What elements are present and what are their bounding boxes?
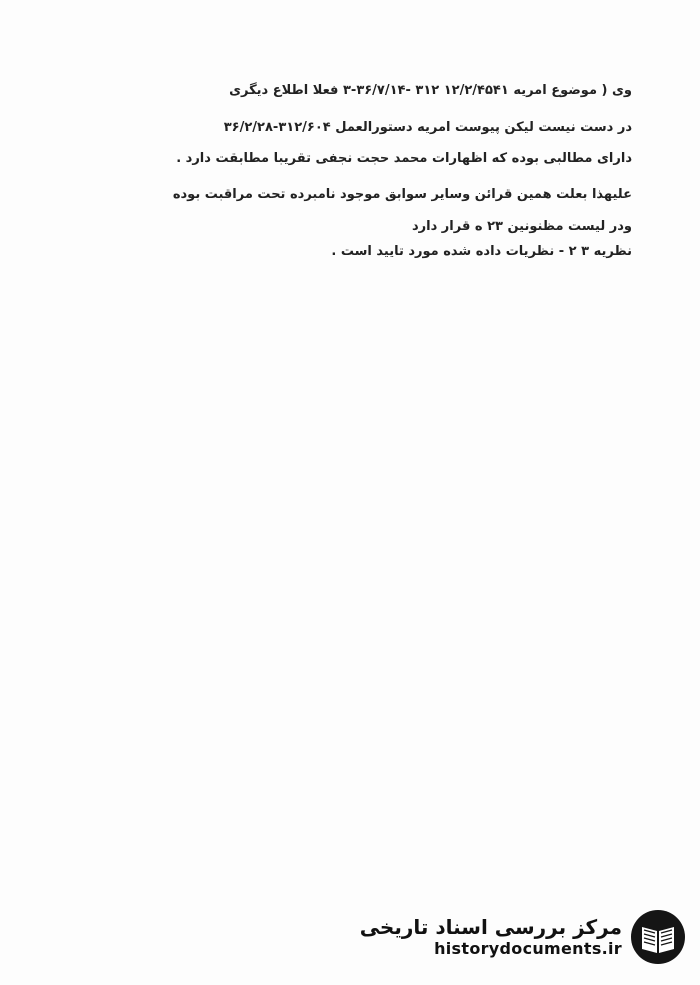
watermark-url: historydocuments.ir — [434, 939, 622, 958]
document-line: نظریه ۳ ۲ - نظریات داده شده مورد تایید است . — [331, 244, 632, 259]
archive-watermark — [360, 905, 686, 969]
watermark-title: مرکز بررسی اسناد تاریخی — [359, 915, 622, 939]
document-body — [96, 74, 632, 261]
document-line: ودر لیست مظنونین ۲۳ ه قرار دارد — [411, 219, 632, 234]
document-line: دارای مطالبی بوده که اظهارات محمد حجت نجفی تقریبا مطابقت دارد . — [176, 151, 632, 166]
watermark-text — [360, 915, 622, 959]
document-line: علیهذا بعلت همین قرائن وسایر سوابق موجود نامبرده تحت مراقبت بوده — [172, 187, 632, 202]
document-line: وی ( موضوع امریه ۱۲/۲/۴۵۴۱ ۳۱۲ -۳۶/۷/۱۴-۳ فعلا اطلاع دیگری — [229, 83, 632, 98]
book-logo-icon — [630, 909, 686, 965]
document-line: در دست نیست لیکن پیوست امریه دستورالعمل ۳۱۲/۶۰۴-۳۶/۲/۲۸ — [223, 120, 632, 135]
